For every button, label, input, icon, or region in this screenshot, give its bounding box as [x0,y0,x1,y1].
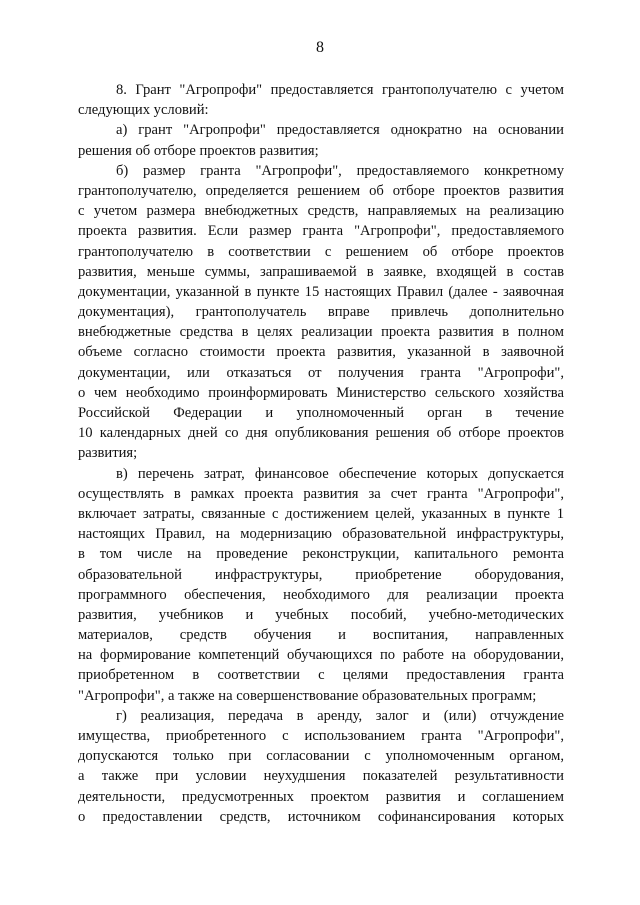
text-line: документации, указанной в пункте 15 настоящих Правил (далее - заявочная [78,283,564,300]
text-line: включает затраты, связанные с достижением целей, указанных в пункте 1 [78,505,564,522]
text-line: проекта развития. Если размер гранта "Агропрофи", предоставляемого [78,223,564,240]
text-line: г) реализация, передача в аренду, залог и (или) отчуждение [116,707,564,724]
text-line: развития; [78,445,138,462]
text-line: документация), грантополучатель вправе привлечь дополнительно [78,304,564,321]
text-line: следующих условий: [78,102,209,119]
text-line: материалов, средств обучения и воспитания, направленных [78,627,564,644]
text-line: программного обеспечения, необходимого для реализации проекта [78,586,564,603]
text-line: деятельности, предусмотренных проектом развития и соглашением [78,788,564,805]
text-line: развития, учебников и учебных пособий, учебно-методических [78,606,564,623]
document-body [78,80,564,827]
text-line: имущества, приобретенного с использованием гранта "Агропрофи", [78,728,564,744]
page-number: 8 [316,39,324,56]
text-line: грантополучателю, определяется решением об отборе проектов развития [78,182,564,199]
text-line: "Агропрофи", а также на совершенствование образовательных программ; [78,687,537,704]
text-line: 10 календарных дней со дня опубликования решения об отборе проектов [78,425,564,442]
text-line: о чем необходимо проинформировать Министерство сельского хозяйства [78,384,564,401]
text-line: настоящих Правил, на модернизацию образовательной инфраструктуры, [78,526,564,543]
text-line: о предоставлении средств, источником софинансирования которых [78,808,564,825]
text-line: с учетом размера внебюджетных средств, направляемых на реализацию [78,203,564,220]
text-line: внебюджетные средства в целях реализации проекта развития в полном [78,324,564,341]
text-line: а) грант "Агропрофи" предоставляется однократно на основании [116,122,564,139]
text-line: образовательной инфраструктуры, приобретение оборудования, [78,566,564,583]
text-line: в том числе на проведение реконструкции, капитального ремонта [78,546,564,563]
text-line: решения об отборе проектов развития; [78,142,319,159]
text-line: в) перечень затрат, финансовое обеспечение которых допускается [116,465,564,482]
text-line: документации, или отказаться от получения гранта "Агропрофи", [78,364,564,381]
text-line: осуществлять в рамках проекта развития за счет гранта "Агропрофи", [78,485,564,502]
text-line: а также при условии неухудшения показателей результативности [78,768,564,785]
text-line: грантополучателю в соответствии с решением об отборе проектов [78,243,564,260]
text-line: Российской Федерации и уполномоченный орган в течение [78,405,564,421]
text-line: приобретенном в соответствии с целями предоставления гранта [78,667,564,684]
text-line: б) размер гранта "Агропрофи", предоставляемого конкретному [116,162,564,179]
text-line: допускаются только при согласовании с уполномоченным органом, [78,748,564,765]
text-line: 8. Грант "Агропрофи" предоставляется грантополучателю с учетом [116,82,564,98]
text-line: на формирование компетенций обучающихся по работе на оборудовании, [78,647,564,664]
text-line: объеме согласно стоимости проекта развития, указанной в заявочной [78,344,564,361]
text-line: развития, меньше суммы, запрашиваемой в заявке, входящей в состав [78,263,564,280]
